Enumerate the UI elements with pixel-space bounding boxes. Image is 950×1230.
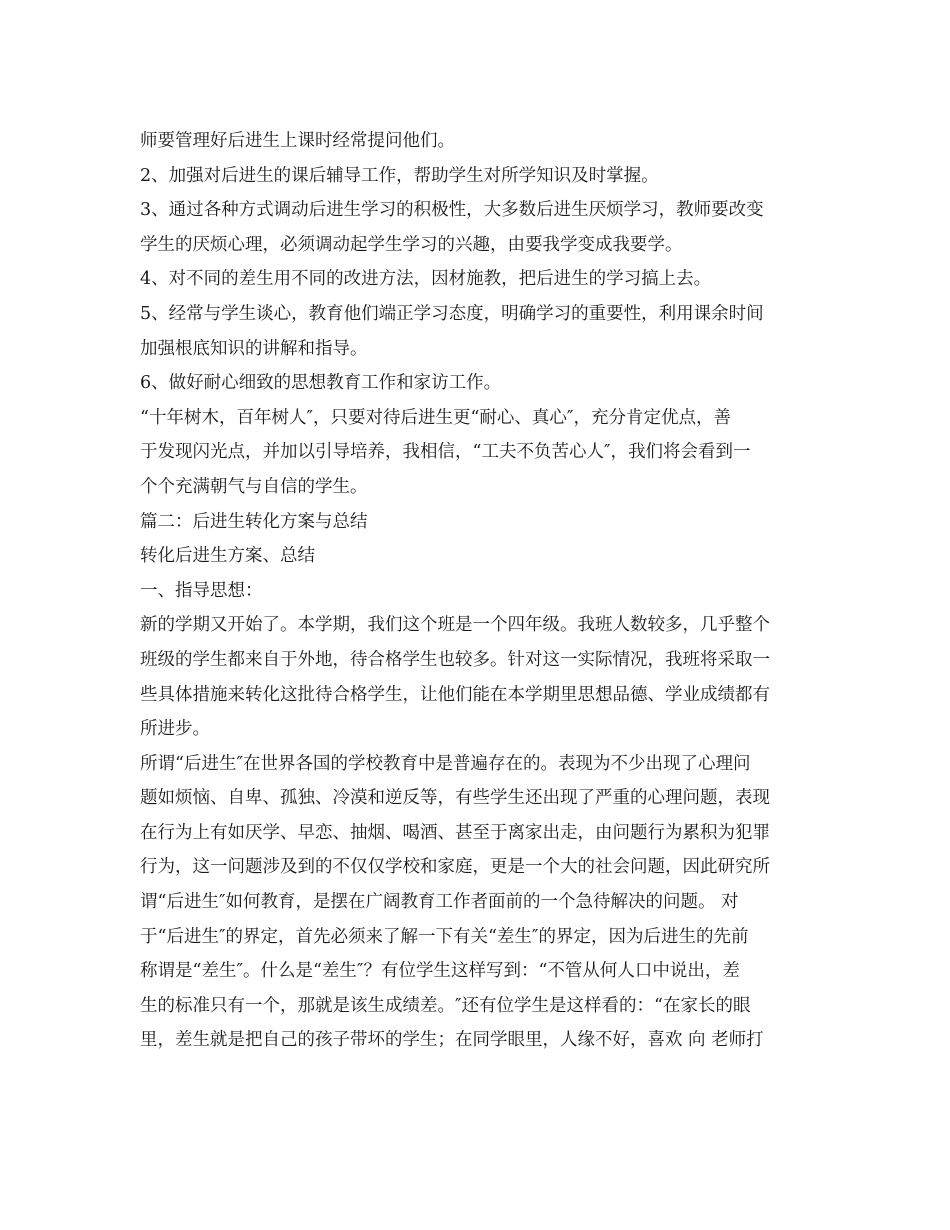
text-line: 班级的学生都来自于外地，待合格学生也较多。针对这一实际情况，我班将采取一 — [140, 649, 770, 670]
subsection-heading: 转化后进生方案、总结 — [140, 546, 315, 567]
text-line: 于“后进生″的界定，首先必须来了解一下有关“差生″的界定，因为后进生的先前 — [140, 926, 749, 947]
text-line: 6、做好耐心细致的思想教育工作和家访工作。 — [140, 373, 502, 394]
text-line: 所进步。 — [140, 719, 210, 740]
text-line: 称谓是“差生″。什么是“差生″？有位学生这样写到：“不管从何人口中说出，差 — [140, 961, 740, 982]
text-line: 里，差生就是把自己的孩子带坏的学生；在同学眼里，人缘不好，喜欢 向 老师打 — [140, 1030, 764, 1051]
text-line: 2、加强对后进生的课后辅导工作，帮助学生对所学知识及时掌握。 — [140, 165, 659, 186]
text-line: “十年树木，百年树人″，只要对待后进生更“耐心、真心″，充分肯定优点，善 — [140, 407, 731, 428]
document-body — [140, 124, 815, 1058]
text-line: 学生的厌烦心理，必须调动起学生学习的兴趣，由要我学变成我要学。 — [140, 234, 683, 255]
text-line: 4、对不同的差生用不同的改进方法，因材施教，把后进生的学习搞上去。 — [140, 269, 712, 290]
text-line: 3、通过各种方式调动后进生学习的积极性，大多数后进生厌烦学习，教师要改变 — [140, 200, 764, 221]
text-line: 行为，这一问题涉及到的不仅仅学校和家庭，更是一个大的社会问题，因此研究所 — [140, 857, 770, 878]
text-line: 些具体措施来转化这批待合格学生，让他们能在本学期里思想品德、学业成绩都有 — [140, 684, 770, 705]
text-line: 新的学期又开始了。本学期，我们这个班是一个四年级。我班人数较多，几乎整个 — [140, 615, 770, 636]
text-line: 师要管理好后进生上课时经常提问他们。 — [140, 131, 455, 151]
section-heading: 篇二：后进生转化方案与总结 — [140, 511, 368, 532]
text-line: 加强根底知识的讲解和指导。 — [140, 338, 368, 359]
text-line: 谓“后进生″如何教育，是摆在广阔教育工作者面前的一个急待解决的问题。 对 — [140, 892, 739, 913]
text-line: 题如烦恼、自卑、孤独、冷漠和逆反等，有些学生还出现了严重的心理问题，表现 — [140, 788, 770, 809]
text-line: 于发现闪光点，并加以引导培养，我相信，“工夫不负苦心人″，我们将会看到一 — [140, 442, 751, 463]
text-line: 生的标准只有一个，那就是该生成绩差。″还有位学生是这样看的：“在家长的眼 — [140, 995, 751, 1016]
text-line: 5、经常与学生谈心，教育他们端正学习态度，明确学习的重要性，利用课余时间 — [140, 303, 764, 324]
subsection-heading: 一、指导思想： — [140, 580, 263, 601]
text-line: 在行为上有如厌学、早恋、抽烟、喝酒、甚至于离家出走，由问题行为累积为犯罪 — [140, 822, 770, 843]
text-line: 所谓“后进生″在世界各国的学校教育中是普遍存在的。表现为不少出现了心理问 — [140, 753, 751, 774]
text-line: 个个充满朝气与自信的学生。 — [140, 476, 368, 497]
